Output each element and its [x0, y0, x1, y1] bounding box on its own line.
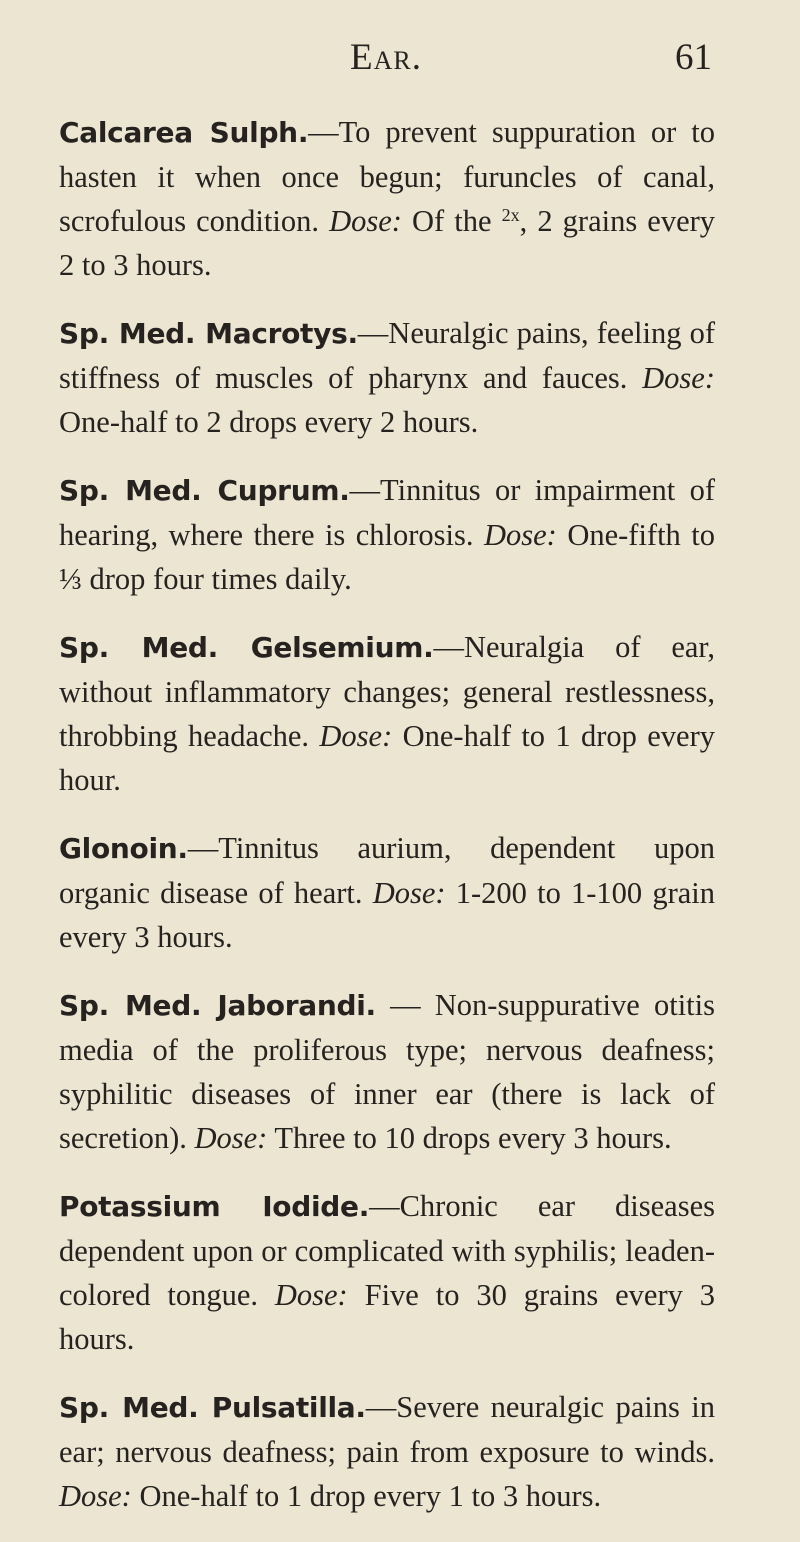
remedy-entry-macrotys [59, 311, 715, 444]
remedy-entry-gelsemium [59, 625, 715, 802]
page-number: 61 [675, 37, 712, 78]
remedy-indications: —Severe neuralgic pains in ear; nervous deafness; pain from exposure to winds. [59, 1390, 715, 1469]
remedy-indications: —Chronic ear diseases dependent upon or complicated with syphilis; leaden-colored tongue. [59, 1189, 715, 1312]
remedy-indications: —Tinnitus aurium, dependent upon organic disease of heart. [59, 831, 715, 910]
remedy-entry-jaborandi [59, 983, 715, 1160]
remedy-entry-cuprum [59, 468, 715, 601]
remedy-indications: —Neuralgia of ear, without inflammatory changes; general restlessness, throbbing headache. [59, 630, 715, 753]
remedy-entry-potassium-iodide [59, 1184, 715, 1361]
remedy-name: Glonoin. [59, 832, 188, 865]
remedy-indications: — Non-suppurative otitis media of the proliferous type; nervous deafness; syphilitic diseases of inner ear (there is lack of secretion). [59, 988, 715, 1155]
dose-label: Dose: [194, 1121, 268, 1155]
remedy-list [59, 110, 715, 1542]
dose-text: One-half to 1 drop every hour. [59, 719, 716, 797]
dose-label: Dose: [59, 1479, 132, 1513]
dose-label: Dose: [372, 876, 446, 910]
remedy-name: Sp. Med. Cuprum. [59, 474, 350, 507]
dose-text: Five to 30 grains every 3 hours. [59, 1278, 716, 1356]
chapter-title: Ear. [350, 37, 422, 78]
dose-label: Dose: [274, 1278, 348, 1312]
dose-text-continued: , 2 grains every 2 to 3 hours. [59, 204, 716, 282]
remedy-indications: —Tinnitus or impairment of hearing, where there is chlorosis. [59, 473, 716, 552]
remedy-name: Sp. Med. Pulsatilla. [59, 1391, 366, 1424]
dose-text: 1-200 to 1-100 grain every 3 hours. [59, 876, 716, 954]
remedy-entry-pulsatilla [59, 1385, 715, 1518]
dose-potency: 2x [501, 205, 520, 226]
remedy-entry-calcarea-sulph [59, 110, 715, 287]
remedy-entry-glonoin [59, 826, 715, 959]
remedy-indications: —Neuralgic pains, feeling of stiffness of muscles of pharynx and fauces. [59, 316, 715, 395]
dose-text: Of the [412, 204, 492, 238]
remedy-name: Calcarea Sulph. [59, 116, 309, 149]
remedy-indications: —To prevent suppuration or to hasten it when once begun; furuncles of canal, scrofulous condition. [59, 115, 715, 238]
remedy-name: Sp. Med. Gelsemium. [59, 631, 434, 664]
dose-label: Dose: [329, 204, 402, 238]
remedy-name: Potassium Iodide. [59, 1190, 370, 1223]
dose-text: Three to 10 drops every 3 hours. [274, 1121, 672, 1155]
dose-label: Dose: [642, 361, 715, 395]
running-header [60, 30, 712, 80]
dose-text: One-half to 1 drop every 1 to 3 hours. [139, 1479, 602, 1513]
remedy-name: Sp. Med. Macrotys. [59, 317, 358, 350]
dose-text: One-half to 2 drops every 2 hours. [59, 405, 479, 439]
remedy-name: Sp. Med. Jaborandi. [59, 989, 376, 1022]
dose-label: Dose: [319, 719, 393, 753]
dose-text: One-fifth to ⅓ drop four times daily. [59, 518, 715, 596]
dose-label: Dose: [484, 518, 557, 552]
